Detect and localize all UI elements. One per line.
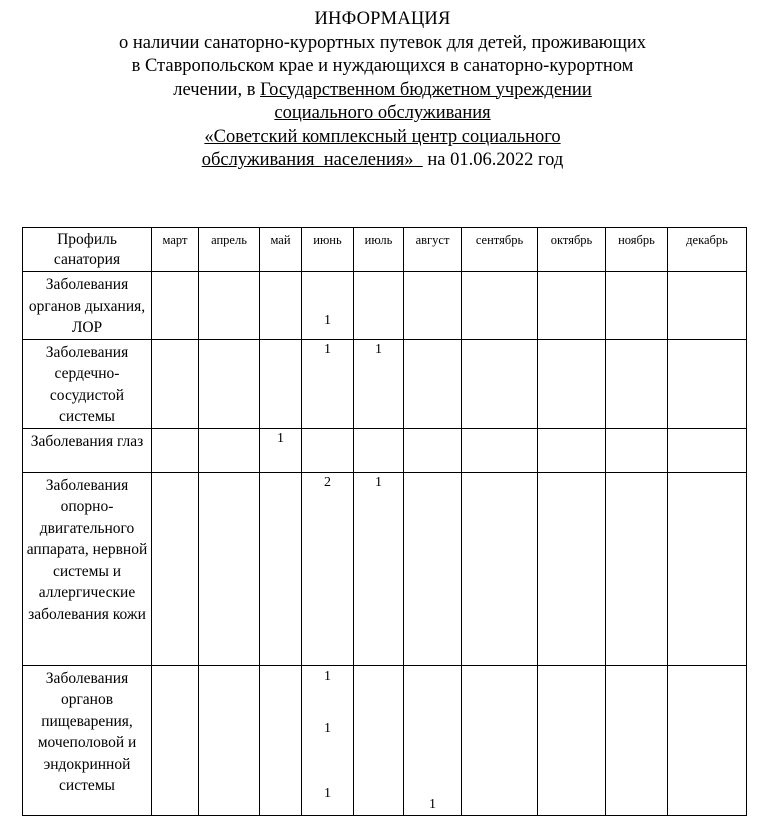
value-cell (462, 272, 538, 340)
title-line-6: «Советский комплексный центр социального (204, 126, 561, 147)
value-cell (152, 472, 199, 665)
value-cell (302, 428, 354, 472)
table-header-row (23, 228, 747, 272)
title-line-5: социального обслуживания (274, 103, 491, 123)
count-value: 1 (375, 341, 382, 357)
value-cell (668, 428, 747, 472)
count-value: 1 (324, 341, 331, 357)
table-row (23, 472, 747, 665)
value-cell (199, 472, 260, 665)
value-cell (538, 339, 606, 428)
value-cell (668, 272, 747, 340)
count-value: 1 (324, 720, 331, 736)
month-header-dec: декабрь (668, 228, 747, 272)
value-cell (462, 665, 538, 815)
table-row (23, 272, 747, 340)
value-cell (354, 428, 404, 472)
value-cell (302, 339, 354, 428)
document-heading: ИНФОРМАЦИЯ (314, 9, 451, 29)
value-cell (354, 665, 404, 815)
value-cell (199, 272, 260, 340)
title-line-7 (0, 149, 765, 173)
value-cell (302, 472, 354, 665)
value-cell (404, 472, 462, 665)
month-header-jul: июль (354, 228, 404, 272)
value-cell (668, 665, 747, 815)
value-cell (260, 339, 302, 428)
table-row (23, 665, 747, 815)
value-cell (668, 339, 747, 428)
count-value: 1 (324, 312, 331, 328)
value-cell (538, 665, 606, 815)
count-value: 2 (324, 474, 331, 490)
month-header-oct: октябрь (538, 228, 606, 272)
value-cell (354, 272, 404, 340)
value-cell (260, 665, 302, 815)
value-cell (538, 472, 606, 665)
count-value: 1 (277, 430, 284, 446)
title-line-4-plain: лечении, в (173, 79, 261, 100)
value-cell (260, 472, 302, 665)
month-header-aug: август (404, 228, 462, 272)
value-cell (538, 428, 606, 472)
value-cell (199, 428, 260, 472)
value-cell (462, 428, 538, 472)
value-cell (302, 665, 354, 815)
value-cell (404, 428, 462, 472)
value-cell (668, 472, 747, 665)
count-value: 1 (324, 785, 331, 801)
month-header-nov: ноябрь (606, 228, 668, 272)
report-date: на 01.06.2022 год (422, 150, 564, 170)
title-line-2: о наличии санаторно-курортных путевок для детей, проживающих (118, 32, 647, 53)
profile-cell: Заболевания опорно-двигательного аппарата, нервной системы и аллергические заболевания кожи (23, 472, 152, 665)
value-cell (606, 665, 668, 815)
month-header-may: май (260, 228, 302, 272)
count-value: 1 (429, 796, 436, 812)
institution-type: Государственном бюджетном учреждении (260, 79, 592, 100)
value-cell (404, 339, 462, 428)
title-line-4 (0, 79, 765, 103)
profile-cell: Заболевания глаз (23, 428, 152, 472)
value-cell (354, 472, 404, 665)
value-cell (260, 272, 302, 340)
count-value: 1 (324, 668, 331, 684)
value-cell (152, 665, 199, 815)
value-cell (152, 272, 199, 340)
value-cell (462, 472, 538, 665)
value-cell (152, 428, 199, 472)
value-cell (606, 272, 668, 340)
month-header-sep: сентябрь (462, 228, 538, 272)
month-header-jun: июнь (302, 228, 354, 272)
value-cell (260, 428, 302, 472)
value-cell (606, 339, 668, 428)
title-line-3: в Ставропольском крае и нуждающихся в санаторно-курортном (131, 56, 634, 76)
value-cell (302, 272, 354, 340)
value-cell (606, 472, 668, 665)
month-header-mar: март (152, 228, 199, 272)
value-cell (404, 272, 462, 340)
value-cell (606, 428, 668, 472)
document-title-block (0, 8, 765, 173)
vouchers-table (22, 227, 747, 816)
value-cell (152, 339, 199, 428)
value-cell (404, 665, 462, 815)
month-header-apr: апрель (199, 228, 260, 272)
value-cell (199, 339, 260, 428)
count-value: 1 (375, 474, 382, 490)
table-row (23, 339, 747, 428)
value-cell (462, 339, 538, 428)
value-cell (354, 339, 404, 428)
profile-cell: Заболевания органов пищеварения, мочеполовой и эндокринной системы (23, 665, 152, 815)
value-cell (538, 272, 606, 340)
institution-name-end: обслуживания населения» (201, 150, 423, 170)
table-row (23, 428, 747, 472)
profile-cell: Заболевания органов дыхания, ЛОР (23, 272, 152, 340)
value-cell (199, 665, 260, 815)
profile-header: Профиль санатория (23, 228, 152, 272)
profile-cell: Заболевания сердечно-сосудистой системы (23, 339, 152, 428)
